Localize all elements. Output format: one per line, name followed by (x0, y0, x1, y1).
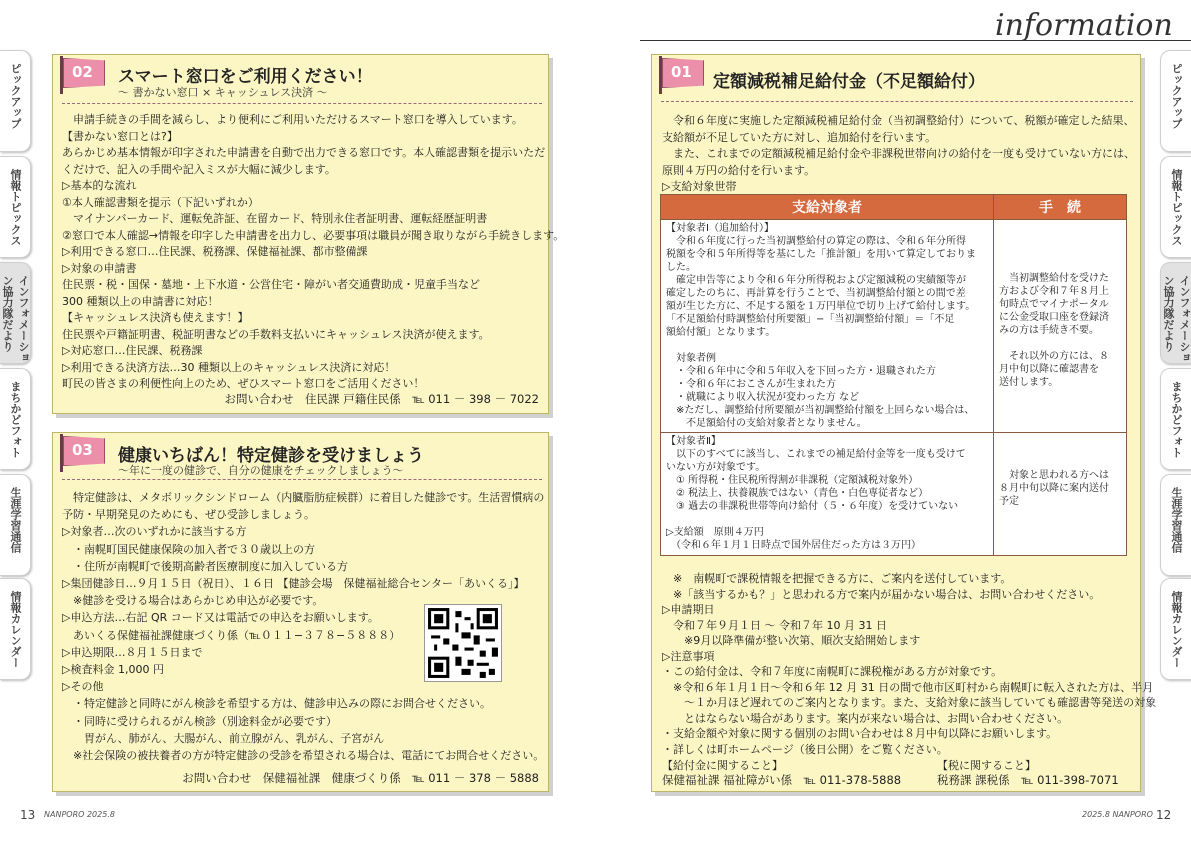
section-title: 定額減税補足給付金（不足額給付） (713, 72, 985, 92)
eligibility-table (660, 194, 1127, 556)
body-line: ・南幌町国民健康保険の加入者で３０歳以上の方 (62, 542, 315, 556)
body-line: ▷対象の申請書 (62, 261, 137, 275)
cell-line: ※ただし、調整給付所要額が当初調整給付額を上回らない場合は、 (666, 405, 975, 416)
side-tab-label: 情報トピックス (9, 169, 22, 246)
flag-divider (62, 103, 542, 104)
cell-line: ・就職により収入状況が変わった方 など (666, 392, 860, 403)
footer-brand-left: NANPORO 2025.8 (44, 810, 115, 819)
side-tab-label: 情報カレンダー (9, 591, 22, 668)
side-tab-label: まちかどフォト (1170, 381, 1183, 458)
contact-tax: 税務課 課税係 ℡ 011-398-7071 (937, 773, 1119, 787)
cell-line: ・令和６年中に令和５年収入を下回った方・退職された方 (666, 366, 936, 377)
section-subtitle: ～年に一度の健診で、自分の健康をチェックしましょう～ (118, 464, 404, 477)
body-line: あらかじめ基本情報が印字された申請書を自動で出力できる窓口です。本人確認書類を提示いただ (62, 146, 546, 159)
page-number-left: 13 (20, 808, 36, 822)
cell-line: 「不足額給付時調整給付所要額」−「当初調整給付額」＝「不足 (666, 314, 955, 325)
body-line: ▷対象者…次のいずれかに該当する方 (62, 525, 247, 539)
body-line: ▷注意事項 (662, 649, 715, 663)
side-tab[interactable] (0, 50, 31, 152)
cell-line: 額給付額」となります。 (666, 327, 776, 338)
body-line: 申請手続きの手間を減らし、より便利にご利用いただけるスマート窓口を導入しています。 (62, 113, 523, 126)
body-line: ▷基本的な流れ (62, 179, 137, 192)
procedure-group-2 (994, 433, 1127, 556)
flag-pole (659, 56, 662, 94)
body-line: ※健診を受ける場合はあらかじめ申込が必要です。 (62, 594, 324, 608)
side-tab[interactable] (1160, 50, 1191, 152)
contact-line: お問い合わせ 保健福祉課 健康づくり係 ℡ 011 － 378 － 5888 (182, 771, 539, 785)
cell-line: 対象者例 (666, 353, 716, 364)
body-line: 町民の皆さまの利便性向上のため、ぜひスマート窓口をご活用ください！ (62, 377, 425, 390)
cell-line: ① 所得税・住民税所得割が非課税（定額減税対象外） (666, 475, 919, 486)
header-rule (640, 40, 1191, 41)
side-tab-label: 生涯学習通信 (1170, 487, 1183, 553)
side-tab-label: ピックアップ (9, 63, 22, 129)
side-tab-label: まちかどフォト (9, 381, 22, 458)
body-line: ▷利用できる決済方法…30 種類以上のキャッシュレス決済に対応！ (62, 360, 396, 374)
body-line: 支給額が不足していた方に対し、追加給付を行います。 (662, 130, 937, 144)
body-line: ▷その他 (62, 680, 104, 694)
cell-line: ８月中旬以降に案内送付 (999, 483, 1109, 494)
section-title: 健康いちばん！特定健診を受けましょう (118, 446, 424, 466)
cell-line: 月中旬以降に確認書を (999, 364, 1099, 375)
body-line: 【キャッシュレス決済も使えます！】 (62, 311, 249, 324)
cell-line: ▷支給額 原則４万円 (666, 527, 764, 538)
qr-code[interactable] (424, 604, 502, 682)
side-tab[interactable] (0, 262, 31, 364)
section-title: スマート窓口をご利用ください！ (118, 67, 373, 87)
cell-line: （令和６年１月１日時点で国外居住だった方は３万円） (666, 540, 921, 551)
cell-line: 【対象者Ⅱ】 (666, 436, 721, 447)
contact-benefit: 保健福祉課 福祉障がい係 ℡ 011-378-5888 (662, 773, 902, 787)
body-line: ※「該当するかも？」と思われる方で案内が届かない場合は、お問い合わせください。 (662, 587, 1101, 601)
body-line: ①本人確認書類を提示（下記いずれか） (62, 195, 259, 209)
cell-line: ③ 過去の非課税世帯等向け給付（５・６年度）を受けていない (666, 501, 959, 512)
cell-line: 送付します。 (999, 377, 1059, 388)
information-logo: information (995, 8, 1173, 43)
procedure-group-1 (994, 220, 1127, 433)
body-line: 令和７年９月１日 ～ 令和７年 10 月 31 日 (662, 618, 887, 632)
side-tab-label: 情報トピックス (1170, 169, 1183, 246)
body-line: ・この給付金は、令和７年度に南幌町に課税権がある方が対象です。 (662, 665, 1003, 678)
cell-line: 確定申告等により令和６年分所得税および定額減税の実績額等が (666, 275, 966, 286)
side-tab[interactable] (1160, 156, 1191, 258)
table-row (661, 220, 1127, 433)
body-line: ※令和６年１月１日～令和６年 12 月 31 日の間で他市区町村から南幌町に転入された方は、半月 (662, 680, 1154, 694)
body-line: ・支給金額や対象に関する個別のお問い合わせは８月中旬以降にお願いします。 (662, 727, 1058, 740)
target-group-1 (661, 220, 994, 433)
cell-line: した。 (666, 262, 696, 273)
contact-title-tax: 【税に関すること】 (937, 759, 1036, 772)
body-line: また、これまでの定額減税補足給付金や非課税世帯向けの給付を一度も受けていない方には、 (662, 147, 1135, 160)
cell-line (999, 337, 1121, 350)
side-tab-label: インフォメーション協力隊だより (1, 275, 30, 363)
body-line: 300 種類以上の申請書に対応！ (62, 294, 219, 308)
side-tab[interactable] (0, 156, 31, 258)
body-line: ・詳しくは町ホームページ（後日公開）をご覧ください。 (662, 742, 948, 756)
cell-line: みの方は手続き不要。 (999, 325, 1099, 336)
body-line: とはならない場合があります。案内が来ない場合は、お問い合わせください。 (662, 711, 1069, 725)
cell-line: 令和６年度に行った当初調整給付の算定の際は、令和６年分所得 (666, 236, 966, 247)
cell-line: 以下のすべてに該当し、これまでの補足給付金等を一度も受けて (666, 449, 966, 460)
side-tab[interactable] (0, 474, 31, 576)
cell-line: 額が生じた方に、不足する額を１万円単位で切り上げて給付します。 (666, 301, 976, 312)
cell-line: それ以外の方には、８ (999, 351, 1109, 362)
side-tab[interactable] (0, 368, 31, 470)
body-line: ※ 南幌町で課税情報を把握できる方に、ご案内を送付しています。 (662, 572, 1012, 585)
body-line: ～１か月ほど遅れてのご案内となります。また、支給対象に該当していても確認書等発送の対象 (662, 696, 1157, 709)
side-tab-label: インフォメーション協力隊だより (1162, 275, 1191, 363)
flag-pole (60, 434, 63, 472)
cell-line (666, 339, 988, 352)
cell-line: 確定したのちに、再計算を行うことで、当初調整給付額との間で差 (666, 288, 966, 299)
footer-brand-right: 2025.8 NANPORO (1082, 810, 1153, 819)
cell-line: ② 税法上、扶養親族ではない（青色・白色専従者など） (666, 488, 929, 499)
flag-divider (62, 479, 542, 480)
section-subtitle: ～ 書かない窓口 × キャッシュレス決済 ～ (118, 86, 328, 99)
side-tab-label: ピックアップ (1170, 63, 1183, 129)
cell-line: 当初調整給付を受けた (999, 273, 1109, 284)
body-line: ※社会保険の被扶養者の方が特定健診の受診を希望される場合は、電話にてお問合せください。 (62, 749, 545, 762)
cell-line: 税額を令和５年所得等を基にした「推計額」を用いて算定しておりま (666, 249, 976, 260)
side-tab[interactable] (1160, 474, 1191, 576)
body-line: 住民票・税・国保・墓地・上下水道・公営住宅・障がい者交通費助成・児童手当など (62, 278, 480, 291)
flag-pole (60, 56, 63, 94)
body-line: マイナンバーカード、運転免許証、在留カード、特別永住者証明書、運転経歴証明書 (62, 212, 488, 225)
body-line: 胃がん、肺がん、大腸がん、前立腺がん、乳がん、子宮がん (62, 731, 385, 745)
flag-divider (661, 101, 1133, 102)
contact-title-benefit: 【給付金に関すること】 (662, 759, 783, 772)
body-line: あいくる保健福祉課健康づくり係（℡０１１−３７８−５８８８） (62, 628, 401, 642)
body-line: 原則４万円の給付を行います。 (662, 163, 816, 177)
cell-line: 予定 (999, 496, 1019, 507)
side-tab[interactable] (1160, 578, 1191, 680)
body-line: ※9月以降準備が整い次第、順次支給開始します (662, 634, 921, 647)
cell-line: 対象と思われる方へは (999, 470, 1109, 481)
body-line: ・特定健診と同時にがん検診を希望する方は、健診申込みの際にお問合せください。 (62, 697, 491, 711)
body-line: 住民票や戸籍証明書、税証明書などの手数料支払いにキャッシュレス決済が使えます。 (62, 327, 490, 341)
table-header-target: 支給対象者 (661, 195, 994, 220)
page-number-right: 12 (1156, 808, 1172, 822)
cell-line: ・令和６年におこさんが生まれた方 (666, 379, 836, 390)
body-line: ▷申込期限…８月１５日まで (62, 645, 203, 659)
cell-line: いない方が対象です。 (666, 462, 766, 473)
side-tab[interactable] (0, 578, 31, 680)
cell-line: 方および令和７年８月上 (999, 286, 1109, 297)
target-group-2 (661, 433, 994, 556)
body-line: ・同時に受けられるがん検診（別途料金が必要です） (62, 714, 337, 728)
section-number: 01 (671, 63, 692, 81)
qr-code-graphic (425, 605, 501, 681)
body-line: ・住所が南幌町で後期高齢者医療制度に加入している方 (62, 559, 348, 573)
table-row (661, 433, 1127, 556)
cell-line: 旬時点でマイナポータル (999, 299, 1109, 310)
cell-line (666, 513, 988, 526)
body-line: ▷利用できる窓口…住民課、税務課、保健福祉課、都市整備課 (62, 245, 368, 258)
body-line: 特定健診は、メタボリックシンドローム（内臓脂肪症候群）に着目した健診です。生活習慣病の (62, 491, 545, 504)
cell-line: 【対象者Ⅰ（追加給付）】 (666, 223, 774, 234)
side-tab[interactable] (1160, 368, 1191, 470)
side-tab-label: 情報カレンダー (1170, 591, 1183, 668)
body-line: ②窓口で本人確認→情報を印字した申請書を出力し、必要事項は職員が聞き取りながら手続きします。 (62, 228, 565, 242)
section-number: 03 (72, 441, 93, 459)
body-line: くだけで、記入の手間や記入ミスが大幅に減少します。 (62, 162, 336, 176)
body-line: ▷申請期日 (662, 603, 715, 616)
body-line: 予防・早期発見のためにも、ぜひ受診しましょう。 (62, 508, 315, 522)
body-line: 令和６年度に実施した定額減税補足給付金（当初調整給付）について、税額が確定した結果、 (662, 114, 1135, 127)
cell-line: に公金受取口座を登録済 (999, 312, 1109, 323)
body-line: ▷申込方法…右記 QR コード又は電話での申込をお願いします。 (62, 611, 379, 625)
cell-line: 不足額給付の支給対象者となりません。 (666, 418, 867, 429)
side-tab-label: 生涯学習通信 (9, 487, 22, 553)
section-number: 02 (72, 63, 93, 81)
body-line: ▷集団健診日…９月１５日（祝日）、１６日 【健診会場 保健福祉総合センター「あいくる」】 (62, 577, 525, 590)
body-line: 【書かない窓口とは?】 (62, 129, 178, 143)
body-line: ▷支給対象世帯 (662, 180, 737, 193)
side-tab[interactable] (1160, 262, 1191, 364)
contact-line: お問い合わせ 住民課 戸籍住民係 ℡ 011 － 398 － 7022 (224, 392, 539, 406)
table-header-procedure: 手 続 (994, 195, 1127, 220)
body-line: ▷検査料金 1,000 円 (62, 663, 164, 676)
body-line: ▷対応窓口…住民課、税務課 (62, 344, 203, 357)
